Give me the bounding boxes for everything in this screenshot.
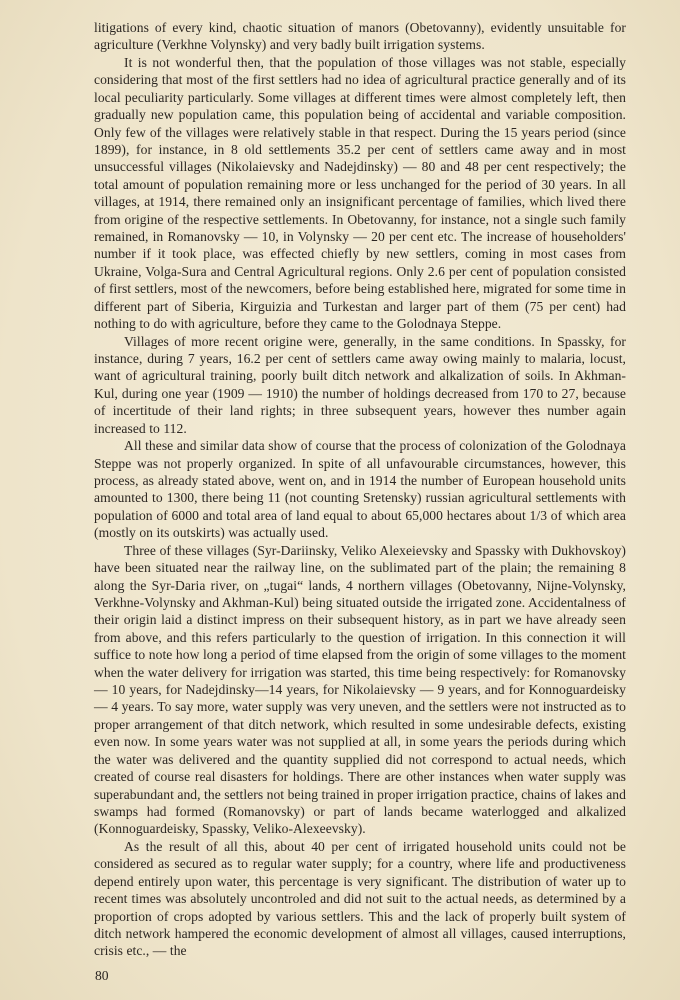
paragraph-continued: litigations of every kind, chaotic situation of manors (Obetovanny), evidently unsuitable for agriculture (Verkhne Volynsky) and very badly built irrigation systems. xyxy=(94,20,626,53)
paragraph: All these and similar data show of course that the process of colonization of the Golodnaya Steppe was not properly organized. In spite of all unfavourable circumstances, however, this process, as already stated above, went on, and in 1914 the number of European household units amounted to 1300, there being 11 (not counting Sretensky) russian agricultural settlements with population of 6000 and total area of land equal to about 65,000 hectares about 1/3 of which area (mostly on its outskirts) was actually used. xyxy=(94,438,626,541)
body-text xyxy=(94,19,626,960)
paragraph: As the result of all this, about 40 per cent of irrigated household units could not be considered as secured as to regular water supply; for a country, where life and productiveness depend entirely upon water, this percentage is very significant. The distribution of water up to recent times was absolutely uncontroled and did not suit to the actual needs, as determined by a proportion of crops adopted by various settlers. This and the lack of properly built system of ditch network hampered the economic development of almost all villages, caused interruptions, crisis etc., — the xyxy=(94,838,626,959)
page-number: 80 xyxy=(95,968,109,983)
paragraph: Three of these villages (Syr-Dariinsky, Veliko Alexeievsky and Spassky with Dukhovskoy) have been situated near the railway line, on the sublimated part of the plain; the remaining 8 along the Syr-Daria river, on „tugai“ lands, 4 northern villages (Obetovanny, Nijne-Volynsky, Verkhne-Volynsky and Akhman-Kul) being situated outside the irrigated zone. Accidentalness of their origin laid a distinct impress on their subsequent history, as in part we have already seen from above, and this refers particularly to the question of irrigation. In this connection it will suffice to note how long a period of time elapsed from the origin of some villages to the moment when the water delivery for irrigation was started, this time being respectively: for Romanovsky — 10 years, for Nadejdinsky—14 years, for Nikolaievsky — 9 years, and for Konnoguardeisky — 4 years. To say more, water supply was very uneven, and the settlers were not instructed as to proper arrangement of that ditch network, which resulted in some undesirable defects, existing even now. In some years water was not supplied at all, in some years the periods during which the water was delivered and the quantity supplied did not correspond to actual needs, which created of course real disasters for holdings. There are other instances when water supply was superabundant and, the settlers not being trained in proper irrigation practice, chains of lakes and swamps had formed (Romanovsky) or part of lands became waterlogged and alkalized (Konnoguardeisky, Spassky, Veliko-Alexeevsky). xyxy=(94,542,626,837)
paragraph: It is not wonderful then, that the population of those villages was not stable, especially considering that most of the first settlers had no idea of agricultural practice generally and of its local peculiarity particularly. Some villages at different times were almost completely left, then gradually new population came, this population being of accidental and variable composition. Only few of the villages were relatively stable in that respect. During the 15 years period (since 1899), for instance, in 8 old settlements 35.2 per cent of settlers came away and in most unsuccessful villages (Nikolaievsky and Nadejdinsky) — 80 and 48 per cent respectively; the total amount of population remaining more or less unchanged for the period of 30 years. In all villages, at 1914, there remained only an insignificant percentage of families, which lived there from origine of the respective settlements. In Obetovanny, for instance, not a single such family remained, in Romanovsky — 10, in Volynsky — 20 per cent etc. The increase of householders' number if it took place, was effected chiefly by new settlers, coming in most cases from Ukraine, Volga-Sura and Central Agricultural regions. Only 2.6 per cent of population consisted of first settlers, most of the newcomers, before being established here, migrated for some time in different part of Siberia, Kirguizia and Turkestan and larger part of them (75 per cent) had nothing to do with agriculture, before they came to the Golodnaya Steppe. xyxy=(94,54,626,332)
paragraph: Villages of more recent origine were, generally, in the same conditions. In Spassky, for instance, during 7 years, 16.2 per cent of settlers came away owing mainly to malaria, locust, want of agricultural training, poorly built ditch network and alkalization of soils. In Akhman-Kul, during one year (1909 — 1910) the number of holdings decreased from 170 to 27, because of incertitude of their land rights; in three subsequent years, however thes number again increased to 112. xyxy=(94,333,626,436)
